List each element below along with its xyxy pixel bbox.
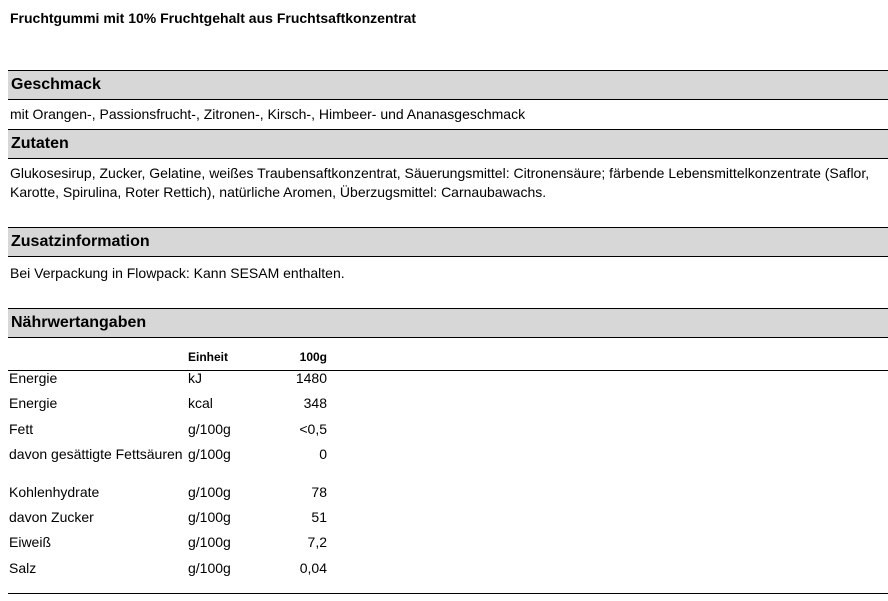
nutrient-name: davon gesättigte Fettsäuren xyxy=(9,445,183,462)
nutrient-unit: g/100g xyxy=(188,483,231,500)
nutrient-value: 0,04 xyxy=(299,559,327,576)
product-title: Fruchtgummi mit 10% Fruchtgehalt aus Fruchtsaftkonzentrat xyxy=(10,10,417,26)
nutrient-name: davon Zucker xyxy=(9,509,94,526)
table-row xyxy=(8,420,327,445)
nutrient-unit: g/100g xyxy=(188,534,231,551)
nutrient-unit: g/100g xyxy=(188,509,231,526)
nutrient-value: 348 xyxy=(303,395,327,412)
nutrient-name: Kohlenhydrate xyxy=(9,483,100,500)
nutrient-name: Energie xyxy=(9,395,58,412)
table-row xyxy=(8,483,327,508)
nutrient-value: 7,2 xyxy=(307,534,327,551)
section-header-geschmack: Geschmack xyxy=(8,70,888,100)
column-header-unit: Einheit xyxy=(188,349,229,364)
column-header-name xyxy=(8,344,188,369)
section-header-zusatzinformation: Zusatzinformation xyxy=(8,227,888,257)
nutrient-unit: kJ xyxy=(188,370,202,386)
table-header-row xyxy=(8,344,327,369)
nutrient-unit: kcal xyxy=(188,395,213,412)
nutrient-name: Fett xyxy=(9,420,34,437)
nutrition-table xyxy=(8,344,327,584)
table-bottom-divider xyxy=(8,593,888,594)
nutrient-value: 1480 xyxy=(295,370,327,386)
nutrient-unit: g/100g xyxy=(188,445,231,462)
column-header-value: 100g xyxy=(299,349,327,364)
nutrient-name: Eiweiß xyxy=(9,534,52,551)
section-header-naehrwerte: Nährwertangaben xyxy=(8,308,888,338)
nutrient-unit: g/100g xyxy=(188,420,231,437)
table-row xyxy=(8,533,327,558)
nutrient-value: 0 xyxy=(319,445,327,462)
nutrient-value: 78 xyxy=(311,483,327,500)
table-row xyxy=(8,369,327,394)
nutrient-unit: g/100g xyxy=(188,559,231,576)
geschmack-text: mit Orangen-, Passionsfrucht-, Zitronen-, Kirsch-, Himbeer- und Ananasgeschmack xyxy=(10,106,526,122)
table-row xyxy=(8,508,327,533)
zutaten-text: Glukosesirup, Zucker, Gelatine, weißes Traubensaftkonzentrat, Säuerungsmittel: Citronensäure; färbende Lebensmittelkonzentrate (Saflor, Karotte, Spirulina, Roter Rettich), natürliche Aromen, Überzugsmittel: Carnaubawachs. xyxy=(10,165,870,200)
nutrient-value: <0,5 xyxy=(299,420,327,437)
table-row xyxy=(8,559,327,584)
nutrient-name: Energie xyxy=(9,370,58,386)
nutrient-name: Salz xyxy=(9,559,37,576)
zusatz-text: Bei Verpackung in Flowpack: Kann SESAM enthalten. xyxy=(10,265,345,281)
table-row xyxy=(8,394,327,419)
section-header-zutaten: Zutaten xyxy=(8,129,888,159)
table-row xyxy=(8,445,327,483)
nutrient-value: 51 xyxy=(311,509,327,526)
